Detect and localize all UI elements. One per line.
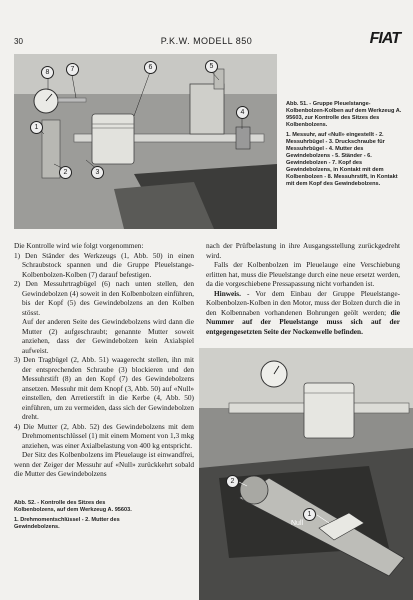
figure-51-photo	[14, 54, 277, 229]
figure-51-caption-legend: 1. Messuhr, auf «Null» eingestellt - 2. Messuhrbügel - 3. Druckschraube für Messuhrbügel - 4. Mutter des Gewindebolzens - 5. Ständer - 6. Gewindebolzen - 7. Kopf des Gewindebolzens, in Kontakt mit dem Kolbenbolzen - 8. Messuhrstift, in Kontakt mit dem Kopf des Gewindebolzens.	[286, 132, 398, 187]
figure-52-caption	[14, 500, 134, 534]
right-column	[206, 241, 400, 336]
callout-8: 8	[41, 66, 54, 79]
note-text: - Vor dem Einbau der Gruppe Pleuelstange-Kolbenbolzen-Kolben in den Motor, muss der Bolzen durch die in den Kolbennaben vorhandenen Bohrungen geölt werden;	[206, 288, 400, 317]
figure-51-caption	[286, 101, 404, 191]
note-emphasis: die Nummer auf der Pleuelstange muss sich auf der entgegengesetzten Seite der Nockenwelle befinden.	[206, 307, 400, 336]
callout-3: 3	[91, 166, 104, 179]
callout-2: 2	[226, 475, 239, 488]
step-3: 3) Den Tragbügel (2, Abb. 51) waagerecht stellen, ihn mit der entsprechenden Schraube (3) blockieren und den Messuhrstift (8) an den Kopf (7) des Gewindebolzens ansetzen. Messuhr mit dem Knopf (3, Abb. 50) auf «Null» einstellen, den Arretierstift in die Kerbe (4, Abb. 50) einführen, um zu vermeiden, dass sich der Gewindebolzen dreht.	[14, 355, 194, 421]
page-number: 30	[14, 37, 23, 46]
callout-7: 7	[66, 63, 79, 76]
callout-1: 1	[303, 508, 316, 521]
figure-51-caption-title: Abb. 51. - Gruppe Pleuelstange-Kolbenbolzen-Kolben auf dem Werkzeug A. 95603, zur Kontrolle des Sitzes des Kolbenbolzens.	[286, 101, 402, 128]
figure-52-caption-title: Abb. 52. - Kontrolle des Sitzes des Kolbenbolzens, auf dem Werkzeug A. 95603.	[14, 500, 132, 513]
result-paragraph: Der Sitz des Kolbenbolzens im Pleuelauge ist einwandfrei, wenn der Zeiger der Messuhr auf «Null» zurückkehrt sobald die Mutter des Gewindebolzens	[14, 450, 194, 478]
left-column	[14, 241, 194, 479]
intro-text: Die Kontrolle wird wie folgt vorgenommen:	[14, 241, 144, 250]
callout-4: 4	[236, 106, 249, 119]
step-1: 1) Den Ständer des Werkzeugs (1, Abb. 50) in einen Schraubstock spannen und die Gruppe Pleuelstange-Kolbenbolzen-Kolben (7) darauf befestigen.	[14, 250, 194, 279]
torque-wrench-illustration	[199, 348, 413, 600]
step-2-continued: Auf der anderen Seite des Gewindebolzens wird dann die Mutter (2) aufgeschraubt; genannte Mutter soweit anziehen, dass der Gewindebolzen kein Axialspiel aufweist.	[22, 317, 194, 355]
running-title: P.K.W. MODELL 850	[160, 36, 253, 46]
tool-assembly-illustration	[14, 54, 277, 229]
fiat-logo: FIAT	[369, 30, 400, 47]
callout-1: 1	[30, 121, 43, 134]
figure-52-caption-legend: 1. Drehmomentschlüssel - 2. Mutter des Gewindebolzens.	[14, 517, 120, 530]
note-label: Hinweis.	[214, 288, 241, 298]
step-4: 4) Die Mutter (2, Abb. 52) des Gewindebolzens mit dem Drehmomentschlüssel (1) mit einem Moment von 1,3 mkg anziehen, was einer Axialbelastung von 400 kg entspricht.	[14, 421, 194, 450]
continued-paragraph: nach der Prüfbelastung in ihre Ausgangsstellung zurückgedreht wird.	[206, 241, 400, 260]
callout-2: 2	[59, 166, 72, 179]
figure-52-photo	[199, 348, 413, 600]
step-2: 2) Den Messuhrtragbügel (6) nach unten stellen, den Gewindebolzen (4) soweit in den Kolbenbolzen einführen, bis der Kopf (5) des Gewindebolzens an den Kolben stösst.	[14, 279, 194, 317]
null-label: Null	[291, 520, 304, 527]
note-paragraph	[206, 289, 400, 337]
callout-5: 5	[205, 60, 218, 73]
callout-6: 6	[144, 61, 157, 74]
replacement-paragraph: Falls der Kolbenbolzen im Pleuelauge eine Verschiebung erlitten hat, muss die Pleuelstange durch eine neue ersetzt werden, da die vorgeschiebene Pressapassung nicht vorhanden ist.	[206, 260, 400, 288]
